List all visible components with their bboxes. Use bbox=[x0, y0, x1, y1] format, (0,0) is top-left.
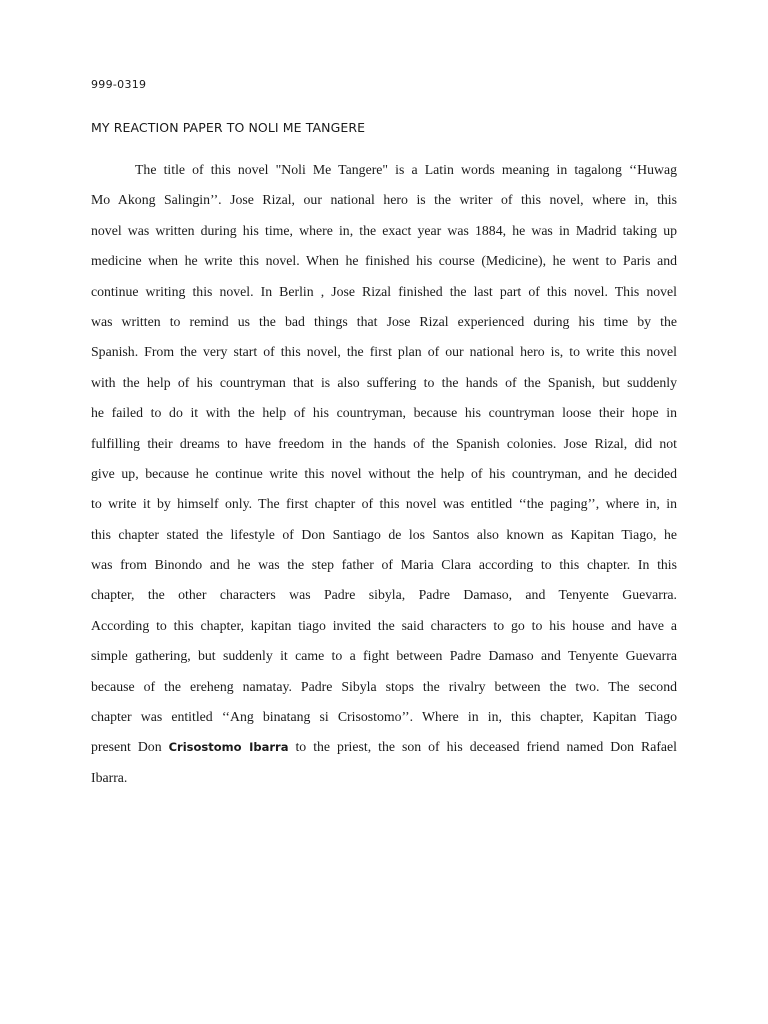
paragraph-line: was from Binondo and he was the step father of Maria Clara according to this chapter. In this bbox=[91, 557, 677, 573]
paragraph-line: The title of this novel "Noli Me Tangere" is a Latin words meaning in tagalong ‘‘Huwag bbox=[135, 162, 677, 177]
paragraph-line: was written to remind us the bad things that Jose Rizal experienced during his time by the bbox=[91, 313, 677, 329]
document-id: 999-0319 bbox=[91, 78, 147, 91]
paragraph-line: this chapter stated the lifestyle of Don Santiago de los Santos also known as Kapitan Tiago, he bbox=[91, 526, 677, 542]
paragraph-line: give up, because he continue write this novel without the help of his countryman, and he decided bbox=[91, 465, 677, 481]
paragraph-line: continue writing this novel. In Berlin , Jose Rizal finished the last part of this novel. This novel bbox=[91, 283, 677, 299]
emphasized-name: Crisostomo Ibarra bbox=[168, 740, 289, 755]
paragraph-last-line: Ibarra. bbox=[91, 769, 128, 785]
paragraph-line: because of the ereheng namatay. Padre Sibyla stops the rivalry between the two. The second bbox=[91, 678, 677, 694]
paragraph-line: he failed to do it with the help of his countryman, because his countryman loose their hope in bbox=[91, 405, 677, 421]
paragraph-line: fulfilling their dreams to have freedom in the hands of the Spanish colonies. Jose Rizal, did not bbox=[91, 435, 677, 451]
paragraph-line: simple gathering, but suddenly it came to a fight between Padre Damaso and Tenyente Guevarra bbox=[91, 648, 677, 664]
paragraph-line: Spanish. From the very start of this novel, the first plan of our national hero is, to write this novel bbox=[91, 344, 677, 360]
paragraph-line: medicine when he write this novel. When he finished his course (Medicine), he went to Paris and bbox=[91, 253, 677, 269]
paragraph-line: novel was written during his time, where in, the exact year was 1884, he was in Madrid taking up bbox=[91, 222, 677, 238]
line-text-after: to the priest, the son of his deceased friend named Don Rafael bbox=[295, 739, 677, 755]
paragraph-line: Mo Akong Salingin’’. Jose Rizal, our national hero is the writer of this novel, where in, this bbox=[91, 192, 677, 208]
paragraph-line: chapter was entitled ‘‘Ang binatang si Crisostomo’’. Where in in, this chapter, Kapitan Tiago bbox=[91, 709, 677, 725]
paragraph-line: According to this chapter, kapitan tiago invited the said characters to go to his house and have a bbox=[91, 617, 677, 633]
document-title: MY REACTION PAPER TO NOLI ME TANGERE bbox=[91, 120, 366, 135]
paragraph-line-with-name bbox=[91, 736, 677, 766]
paragraph-line: with the help of his countryman that is also suffering to the hands of the Spanish, but suddenly bbox=[91, 374, 677, 390]
paragraph-line: to write it by himself only. The first chapter of this novel was entitled ‘‘the paging’’, where in, in bbox=[91, 496, 677, 512]
body-paragraph bbox=[91, 159, 677, 797]
paragraph-line: chapter, the other characters was Padre sibyla, Padre Damaso, and Tenyente Guevarra. bbox=[91, 587, 677, 603]
line-text-before: present Don bbox=[91, 739, 162, 755]
